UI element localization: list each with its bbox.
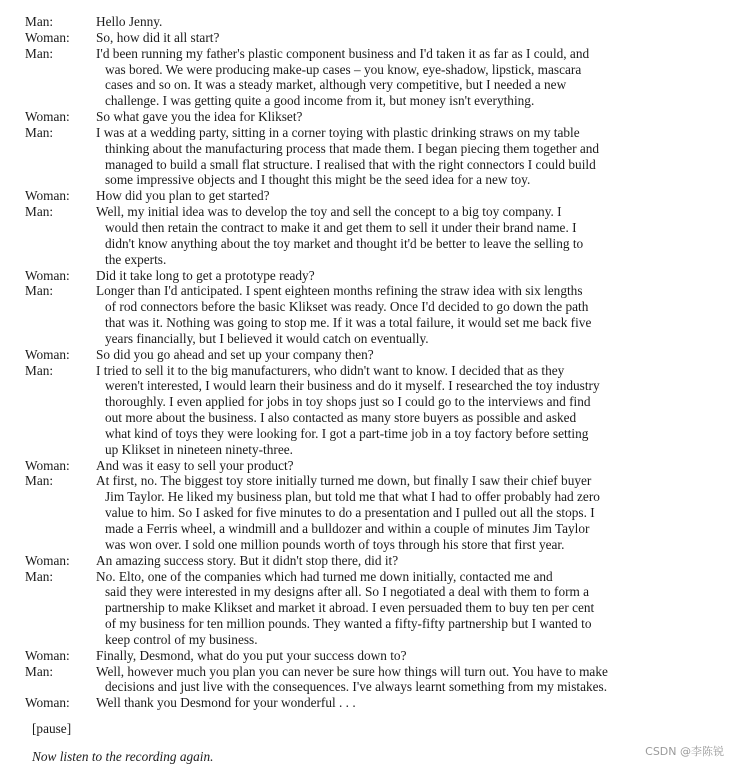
utterance-line: value to him. So I asked for five minutes to do a presentation and I pulled out all the stops. I — [105, 505, 595, 521]
utterance-line: made a Ferris wheel, a windmill and a bulldozer and within a couple of minutes Jim Taylor — [105, 521, 590, 536]
utterance — [96, 283, 681, 346]
utterance-line: Well, however much you plan you can never be sure how things will turn out. You have to make — [96, 663, 608, 679]
speaker-label: Man: — [25, 124, 54, 140]
dialogue-turn — [0, 109, 732, 125]
dialogue-turn — [0, 569, 732, 648]
dialogue-turn — [0, 347, 732, 363]
utterance-line: Finally, Desmond, what do you put your success down to? — [96, 647, 407, 663]
speaker-label: Woman: — [25, 267, 70, 283]
dialogue-turn — [0, 458, 732, 474]
speaker-label: Man: — [25, 204, 54, 220]
speaker-label: Woman: — [25, 695, 70, 711]
utterance-line: An amazing success story. But it didn't stop there, did it? — [96, 552, 399, 568]
utterance — [96, 473, 681, 552]
utterance-line: some impressive objects and I thought this might be the seed idea for a new toy. — [105, 172, 531, 188]
speaker-label: Woman: — [25, 552, 70, 568]
utterance-line: So what gave you the idea for Klikset? — [96, 109, 303, 125]
dialogue-turn — [0, 46, 732, 109]
dialogue-turn — [0, 363, 732, 458]
utterance — [96, 569, 681, 648]
utterance-line: challenge. I was getting quite a good income from it, but money isn't everything. — [105, 93, 535, 109]
utterance-line: Well, my initial idea was to develop the toy and sell the concept to a big toy company. I — [96, 204, 562, 220]
utterance — [96, 14, 681, 30]
utterance — [96, 46, 681, 109]
speaker-label: Man: — [25, 568, 54, 584]
utterance — [96, 648, 681, 664]
utterance-line: How did you plan to get started? — [96, 188, 270, 204]
dialogue-turn — [0, 125, 732, 188]
utterance-line: So did you go ahead and set up your company then? — [96, 346, 374, 362]
utterance-line: weren't interested, I would learn their business and do it myself. I researched the toy industry — [105, 378, 600, 394]
utterance-line: that was it. Nothing was going to stop me. If it was a total failure, it would set me back five — [105, 315, 592, 331]
utterance-line: No. Elto, one of the companies which had turned me down initially, contacted me and — [96, 568, 553, 584]
speaker-label: Man: — [25, 663, 54, 679]
utterance-line: I tried to sell it to the big manufacturers, who didn't want to know. I decided that as they — [96, 362, 565, 378]
speaker-label: Man: — [25, 473, 54, 489]
dialogue-turn — [0, 473, 732, 552]
utterance-line: At first, no. The biggest toy store initially turned me down, but finally I saw their chief buyer — [96, 473, 592, 489]
instruction-text: Now listen to the recording again. — [32, 748, 214, 764]
transcript-page — [0, 14, 732, 765]
utterance — [96, 188, 681, 204]
utterance — [96, 664, 681, 696]
utterance-line: Jim Taylor. He liked my business plan, but told me that what I had to offer probably had zero — [105, 489, 600, 505]
utterance-line: was bored. We were producing make-up cases – you know, eye-shadow, lipstick, mascara — [105, 61, 582, 77]
utterance — [96, 347, 681, 363]
utterance-line: I was at a wedding party, sitting in a corner toying with plastic drinking straws on my table — [96, 124, 580, 140]
utterance-line: of rod connectors before the basic Klikset was ready. Once I'd decided to go down the path — [105, 299, 589, 315]
utterance-line: decisions and just live with the consequences. I've always learnt something from my mistakes. — [105, 679, 608, 695]
speaker-label: Woman: — [25, 29, 70, 45]
utterance-line: managed to build a small flat structure. I realised that with the right connectors I could build — [105, 156, 596, 172]
utterance — [96, 363, 681, 458]
dialogue-turn — [0, 188, 732, 204]
speaker-label: Woman: — [25, 188, 70, 204]
speaker-label: Man: — [25, 283, 54, 299]
utterance-line: didn't know anything about the toy market and thought it'd be better to leave the selling to — [105, 235, 584, 251]
utterance-line: cases and so on. It was a steady market, although very competitive, but I needed a new — [105, 77, 567, 93]
dialogue-turn — [0, 283, 732, 346]
utterance — [96, 553, 681, 569]
dialogue-turn — [0, 204, 732, 267]
pause-marker: [pause] — [32, 721, 72, 737]
utterance — [96, 125, 681, 188]
dialogue-turn — [0, 695, 732, 711]
utterance — [96, 204, 681, 267]
utterance-line: Hello Jenny. — [96, 14, 163, 29]
speaker-label: Man: — [25, 14, 54, 29]
dialogue-turn — [0, 553, 732, 569]
dialogue-turn — [0, 14, 732, 30]
utterance-line: Longer than I'd anticipated. I spent eighteen months refining the straw idea with six lengths — [96, 283, 583, 299]
dialogue — [0, 14, 732, 711]
utterance-line: thinking about the manufacturing process that made them. I began piecing them together and — [105, 140, 600, 156]
dialogue-turn — [0, 268, 732, 284]
speaker-label: Woman: — [25, 647, 70, 663]
utterance — [96, 109, 681, 125]
utterance-line: what kind of toys they were looking for. I got a part-time job in a toy factory before setting — [105, 425, 589, 441]
utterance-line: keep control of my business. — [105, 631, 258, 647]
utterance-line: out more about the business. I also contacted as many store buyers as possible and asked — [105, 410, 577, 426]
utterance — [96, 458, 681, 474]
utterance-line: partnership to make Klikset and market it abroad. I even persuaded them to buy ten per cent — [105, 600, 595, 616]
speaker-label: Man: — [25, 362, 54, 378]
utterance-line: years financially, but I believed it would catch on eventually. — [105, 330, 429, 346]
utterance-line: I'd been running my father's plastic component business and I'd taken it as far as I could, and — [96, 45, 590, 61]
utterance-line: So, how did it all start? — [96, 29, 220, 45]
utterance-line: up Klikset in nineteen ninety-three. — [105, 441, 293, 457]
utterance-line: said they were interested in my designs after all. So I negotiated a deal with them to form a — [105, 584, 590, 600]
utterance — [96, 30, 681, 46]
utterance-line: thoroughly. I even applied for jobs in toy shops just so I could go to the interviews and find — [105, 394, 591, 410]
dialogue-turn — [0, 30, 732, 46]
dialogue-turn — [0, 664, 732, 696]
utterance-line: would then retain the contract to make it and get them to sell it under their brand name. I — [105, 219, 577, 235]
utterance-line: Did it take long to get a prototype ready? — [96, 267, 315, 283]
dialogue-turn — [0, 648, 732, 664]
utterance-line: of my business for ten million pounds. They wanted a fifty-fifty partnership but I wanted to — [105, 616, 592, 632]
speaker-label: Woman: — [25, 346, 70, 362]
watermark: CSDN @李陈锐 — [645, 745, 724, 759]
speaker-label: Woman: — [25, 109, 70, 125]
speaker-label: Man: — [25, 45, 54, 61]
utterance-line: was won over. I sold one million pounds worth of toys through his store that first year. — [105, 536, 565, 552]
utterance-line: And was it easy to sell your product? — [96, 457, 294, 473]
utterance — [96, 695, 681, 711]
utterance — [96, 268, 681, 284]
utterance-line: Well thank you Desmond for your wonderful . . . — [96, 695, 356, 711]
speaker-label: Woman: — [25, 457, 70, 473]
utterance-line: the experts. — [105, 251, 167, 267]
